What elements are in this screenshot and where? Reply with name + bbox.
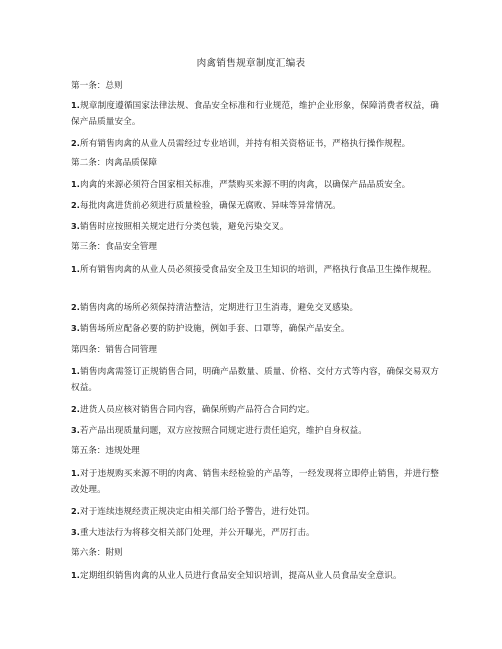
clause-item — [71, 524, 439, 541]
clause-text: 所有销售肉禽的从业人员需经过专业培训，并持有相关资格证书，严格执行操作规程。 — [80, 139, 411, 149]
clause-text: 销售肉禽的场所必须保持清洁整洁，定期进行卫生消毒，避免交叉感染。 — [80, 303, 359, 313]
section-heading: 第五条：违规处理 — [71, 446, 140, 456]
clause-item — [71, 261, 439, 278]
section-heading: 第三条：食品安全管理 — [71, 242, 157, 252]
clause-text: 对于违规购买来源不明的肉禽、销售未经检验的产品等，一经发现将立即停止销售，并进行整改处理。 — [71, 469, 439, 495]
clause-number: 2. — [71, 200, 81, 210]
clause-number: 2. — [71, 138, 81, 148]
clause-text: 肉禽的来源必须符合国家相关标准，严禁购买来源不明的肉禽，以确保产品品质安全。 — [80, 180, 411, 190]
clause-number: 3. — [71, 323, 81, 333]
clause-number: 1. — [71, 100, 81, 110]
clause-text: 销售肉禽需签订正规销售合同，明确产品数量、质量、价格、交付方式等内容，确保交易双方权益。 — [71, 367, 439, 393]
clause-item — [71, 363, 439, 396]
clause-text: 销售时应按照相关规定进行分类包装，避免污染交叉。 — [80, 222, 289, 232]
clause-text: 所有销售肉禽的从业人员必须接受食品安全及卫生知识的培训，严格执行食品卫生操作规程。 — [80, 265, 437, 275]
clause-item — [71, 422, 439, 439]
clause-text: 规章制度遵循国家法律法规、食品安全标准和行业规范，维护企业形象，保障消费者权益，确保产品质量安全。 — [71, 101, 439, 127]
clause-item — [71, 503, 439, 520]
clause-text: 重大违法行为将移交相关部门处理，并公开曝光，严厉打击。 — [80, 528, 315, 538]
clause-number: 1. — [71, 468, 81, 478]
clause-item — [71, 299, 439, 316]
clause-number: 1. — [71, 570, 81, 580]
clause-text: 对于连续违规经责正规决定由相关部门给予警告，进行处罚。 — [80, 507, 315, 517]
clause-item — [71, 197, 439, 214]
clause-item — [71, 320, 439, 337]
clause-text: 若产品出现质量问题，双方应按照合同规定进行责任追究，维护自身权益。 — [80, 426, 367, 436]
clause-number: 3. — [71, 221, 81, 231]
clause-item — [71, 465, 439, 498]
clause-number: 2. — [71, 302, 81, 312]
clause-number: 3. — [71, 527, 81, 537]
clause-text: 销售场所应配备必要的防护设施，例如手套、口罩等，确保产品安全。 — [80, 324, 350, 334]
clause-text: 进货人员应核对销售合同内容，确保所购产品符合合同约定。 — [80, 405, 315, 415]
clause-item — [71, 97, 439, 130]
clause-number: 2. — [71, 506, 81, 516]
clause-item — [71, 218, 439, 235]
clause-number: 1. — [71, 179, 81, 189]
section-heading: 第四条：销售合同管理 — [71, 345, 157, 355]
clause-number: 1. — [71, 264, 81, 274]
section-heading: 第六条：附则 — [71, 548, 123, 558]
clause-text: 每批肉禽进货前必须进行质量检验，确保无腐败、异味等异常情况。 — [80, 201, 341, 211]
clause-text: 定期组织销售肉禽的从业人员进行食品安全知识培训，提高从业人员食品安全意识。 — [80, 571, 402, 581]
clause-number: 3. — [71, 425, 81, 435]
clause-item — [71, 401, 439, 418]
clause-number: 2. — [71, 404, 81, 414]
clause-item — [71, 135, 439, 152]
section-heading: 第二条：肉禽品质保障 — [71, 158, 157, 168]
clause-item — [71, 176, 439, 193]
clause-number: 1. — [71, 366, 81, 376]
section-heading: 第一条：总则 — [71, 81, 123, 91]
document-title: 肉禽销售规章制度汇编表 — [196, 58, 306, 69]
clause-item — [71, 567, 439, 584]
